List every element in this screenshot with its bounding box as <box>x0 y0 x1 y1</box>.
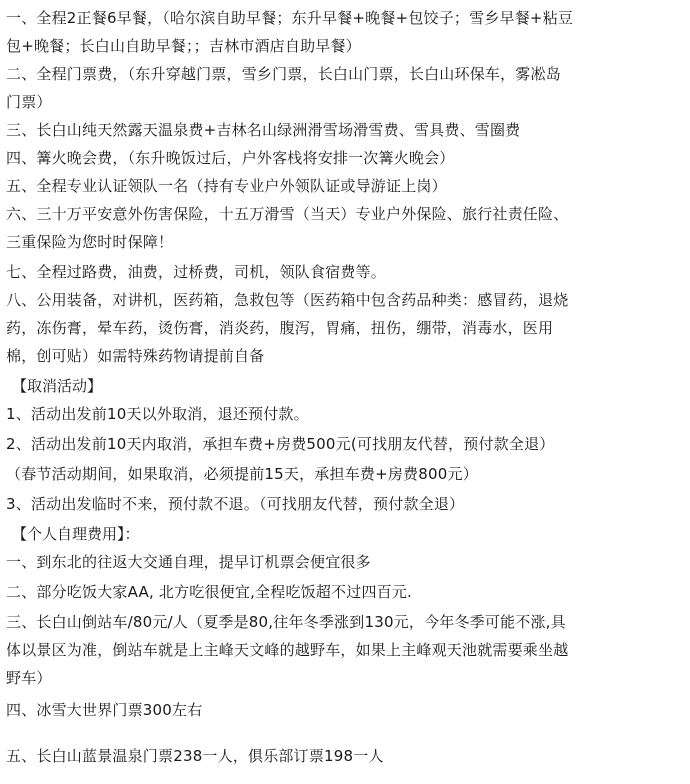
self-pay-item-4: 四、冰雪大世界门票300左右 <box>6 701 203 719</box>
included-item-1-line-2: 包+晚餐；长白山自助早餐；；吉林市酒店自助早餐） <box>6 37 361 55</box>
cancel-item-1: 1、活动出发前10天以外取消，退还预付款。 <box>6 405 309 423</box>
included-item-8-line-3: 棉，创可贴）如需特殊药物请提前自备 <box>6 347 265 365</box>
included-item-8-line-2: 药，冻伤膏，晕车药，烫伤膏，消炎药，腹泻，胃痛，扭伤，绷带，消毒水，医用 <box>6 319 554 337</box>
included-item-8-line-1: 八、公用装备，对讲机，医药箱，急救包等（医药箱中包含药品种类：感冒药，退烧 <box>6 291 569 309</box>
self-pay-item-1: 一、到东北的往返大交通自理，提早订机票会便宜很多 <box>6 553 371 571</box>
self-pay-item-3-line-1: 三、长白山倒站车/80元/人（夏季是80,往年冬季涨到130元，今年冬季可能不涨,具 <box>6 613 566 631</box>
cancel-item-2-note: （春节活动期间，如果取消，必须提前15天，承担车费+房费800元） <box>6 465 478 483</box>
self-pay-section-heading: 【个人自理费用】： <box>12 525 140 543</box>
self-pay-item-3-line-2: 体以景区为准，倒站车就是上主峰天文峰的越野车，如果上主峰观天池就需要乘坐越 <box>6 641 569 659</box>
cancel-item-2: 2、活动出发前10天内取消，承担车费+房费500元(可找朋友代替，预付款全退） <box>6 435 555 453</box>
self-pay-item-2: 二、部分吃饭大家AA, 北方吃很便宜,全程吃饭超不过四百元. <box>6 583 413 601</box>
included-item-5: 五、全程专业认证领队一名（持有专业户外领队证或导游证上岗） <box>6 177 447 195</box>
self-pay-item-5: 五、长白山蓝景温泉门票238一人，俱乐部订票198一人 <box>6 747 384 765</box>
included-item-2-line-1: 二、全程门票费，（东升穿越门票，雪乡门票，长白山门票，长白山环保车，雾凇岛 <box>6 65 561 83</box>
cancel-item-3: 3、活动出发临时不来，预付款不退。（可找朋友代替，预付款全退） <box>6 495 465 513</box>
included-item-4: 四、篝火晚会费，（东升晚饭过后，户外客栈将安排一次篝火晚会） <box>6 149 455 167</box>
included-item-6-line-2: 三重保险为您时时保障！ <box>6 233 174 251</box>
self-pay-item-3-line-3: 野车） <box>6 669 52 687</box>
cancel-section-heading: 【取消活动】 <box>12 377 103 395</box>
included-item-3: 三、长白山纯天然露天温泉费+吉林名山绿洲滑雪场滑雪费、雪具费、雪圈费 <box>6 121 521 139</box>
included-item-2-line-2: 门票） <box>6 93 52 111</box>
included-item-1-line-1: 一、全程2正餐6早餐，（哈尔滨自助早餐；东升早餐+晚餐+包饺子；雪乡早餐+粘豆 <box>6 9 574 27</box>
included-item-6-line-1: 六、三十万平安意外伤害保险，十五万滑雪（当天）专业户外保险、旅行社责任险、 <box>6 205 569 223</box>
included-item-7: 七、全程过路费，油费，过桥费，司机，领队食宿费等。 <box>6 263 387 281</box>
